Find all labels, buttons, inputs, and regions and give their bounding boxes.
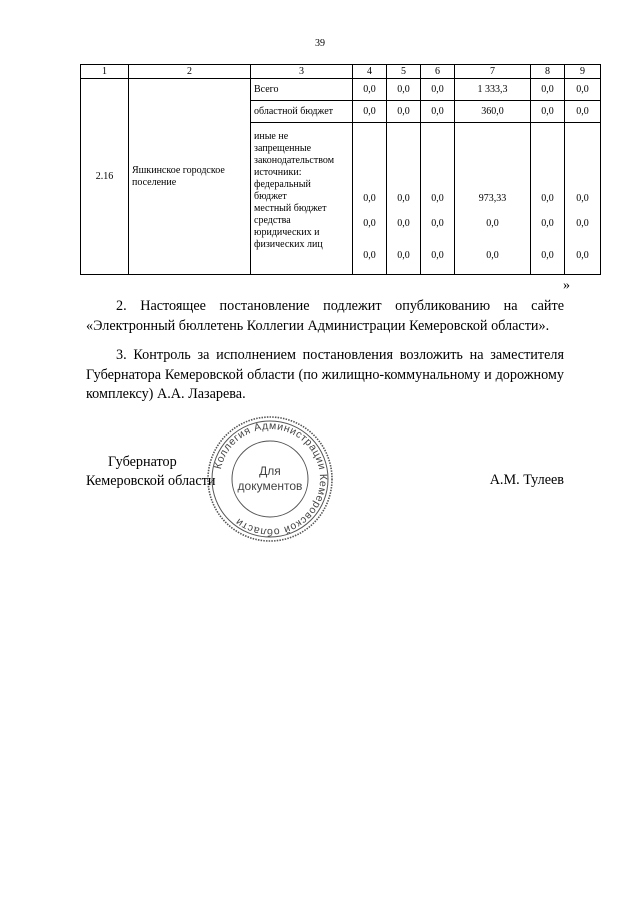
paragraph-control — [86, 346, 564, 405]
stamp-ring-text: Коллегия Администрации Кемеровской области — [212, 419, 330, 539]
source-label-line: законодательством — [254, 155, 335, 166]
value-line: 0,0 — [541, 218, 554, 229]
value-cell — [531, 123, 565, 275]
table-header-cell: 9 — [565, 65, 601, 79]
value-line: 0,0 — [486, 250, 499, 261]
value-line: 0,0 — [541, 193, 554, 204]
value-cell — [565, 123, 601, 275]
value-cell: 0,0 — [531, 101, 565, 123]
source-label-line: бюджет — [254, 191, 287, 202]
value-cell: 0,0 — [421, 101, 455, 123]
stamp-center-line: Для — [259, 464, 281, 478]
value-cell: 1 333,3 — [455, 79, 531, 101]
closing-quote: » — [563, 278, 570, 293]
source-label-line: юридических и — [254, 227, 320, 238]
municipality-cell: Яшкинское городское поселение — [129, 79, 251, 275]
source-label-cell: областной бюджет — [251, 101, 353, 123]
value-cell: 0,0 — [353, 79, 387, 101]
value-cell — [421, 123, 455, 275]
value-cell — [353, 123, 387, 275]
page-number: 39 — [315, 38, 325, 49]
source-label-line: запрещенные — [254, 143, 312, 154]
value-cell: 360,0 — [455, 101, 531, 123]
value-cell: 0,0 — [387, 79, 421, 101]
signatory-name: А.М. Тулеев — [489, 472, 564, 488]
value-line: 0,0 — [431, 218, 444, 229]
value-line: 0,0 — [363, 193, 376, 204]
table-header-cell: 2 — [129, 65, 251, 79]
signatory-title-line: Губернатор — [108, 454, 177, 470]
table-header-cell: 8 — [531, 65, 565, 79]
value-line: 0,0 — [576, 193, 589, 204]
value-cell: 0,0 — [565, 79, 601, 101]
table-header-cell: 7 — [455, 65, 531, 79]
value-cell: 0,0 — [421, 79, 455, 101]
value-cell — [387, 123, 421, 275]
value-cell: 0,0 — [353, 101, 387, 123]
value-line: 0,0 — [397, 250, 410, 261]
other-sources-cell — [251, 123, 353, 275]
table-header-cell: 3 — [251, 65, 353, 79]
table-row — [81, 79, 601, 101]
table-header-cell: 1 — [81, 65, 129, 79]
value-cell — [455, 123, 531, 275]
signatory-title — [86, 453, 215, 491]
value-line: 0,0 — [541, 250, 554, 261]
table-header-row — [81, 65, 601, 79]
source-label-line: иные не — [254, 131, 289, 142]
official-stamp — [205, 414, 335, 544]
funding-table — [80, 64, 601, 275]
value-line: 0,0 — [397, 218, 410, 229]
table-header-cell: 5 — [387, 65, 421, 79]
value-line: 0,0 — [363, 218, 376, 229]
source-label-line: федеральный — [254, 179, 311, 190]
source-label-line: физических лиц — [254, 239, 323, 250]
table-header-cell: 4 — [353, 65, 387, 79]
value-line: 0,0 — [576, 250, 589, 261]
value-line: 0,0 — [576, 218, 589, 229]
value-line: 0,0 — [486, 218, 499, 229]
stamp-center-line: документов — [237, 479, 303, 493]
signatory-title-line: Кемеровской области — [86, 473, 216, 489]
paragraph-publication — [86, 297, 564, 336]
value-line: 0,0 — [397, 193, 410, 204]
source-label-line: местный бюджет — [254, 203, 327, 214]
value-line: 0,0 — [431, 193, 444, 204]
source-label-cell: Всего — [251, 79, 353, 101]
value-cell: 0,0 — [565, 101, 601, 123]
source-label-line: средства — [254, 215, 291, 226]
table-header-cell: 6 — [421, 65, 455, 79]
value-line: 0,0 — [431, 250, 444, 261]
value-cell: 0,0 — [531, 79, 565, 101]
value-line: 0,0 — [363, 250, 376, 261]
source-label-line: источники: — [254, 167, 302, 178]
value-line: 973,33 — [478, 193, 507, 204]
row-id-cell: 2.16 — [81, 79, 129, 275]
paragraph-control-text: 3. Контроль за исполнением постановления возложить на заместителя Губернатора Кемеровской области (по жилищно-коммунальному и дорожному комплексу) А.А. Лазарева. — [86, 347, 564, 402]
paragraph-publication-text: 2. Настоящее постановление подлежит опубликованию на сайте «Электронный бюллетень Коллегии Администрации Кемеровской области». — [86, 298, 564, 334]
value-cell: 0,0 — [387, 101, 421, 123]
